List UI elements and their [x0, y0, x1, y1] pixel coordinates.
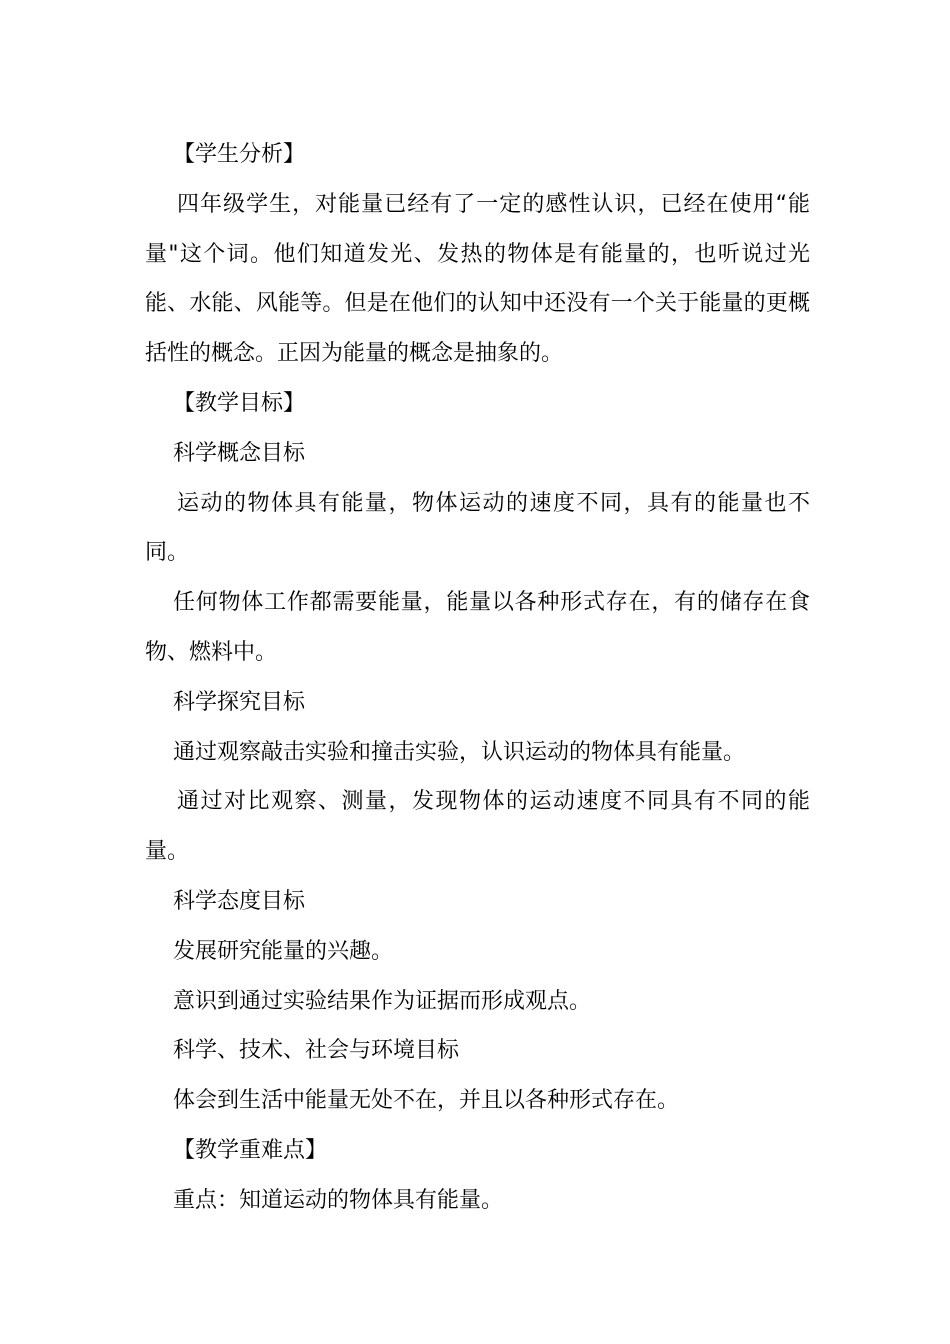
subheading-stse-goals: 科学、技术、社会与环境目标	[173, 1038, 460, 1064]
paragraph-key-point: 重点：知道运动的物体具有能量。	[173, 1187, 504, 1213]
subheading-science-attitude-goals: 科学态度目标	[173, 888, 306, 914]
section-heading-key-points: 【教学重难点】	[173, 1137, 328, 1163]
section-heading-teaching-goals: 【教学目标】	[173, 390, 306, 416]
paragraph-concept-goal-2: 任何物体工作都需要能量，能量以各种形式存在，有的储存在食物、燃料中。	[145, 590, 810, 665]
paragraph-concept-goal-1: 运动的物体具有能量，物体运动的速度不同，具有的能量也不同。	[145, 490, 810, 566]
document-body	[145, 130, 810, 1226]
paragraph-attitude-goal-1: 发展研究能量的兴趣。	[173, 938, 394, 964]
paragraph-inquiry-goal-2: 通过对比观察、测量，发现物体的运动速度不同具有不同的能量。	[145, 789, 810, 865]
paragraph-attitude-goal-2: 意识到通过实验结果作为证据而形成观点。	[173, 988, 592, 1014]
paragraph-inquiry-goal-1: 通过观察敲击实验和撞击实验，认识运动的物体具有能量。	[173, 739, 746, 765]
paragraph-student-analysis: 四年级学生，对能量已经有了一定的感性认识，已经在使用“能量"这个词。他们知道发光、发热的物体是有能量的，也听说过光能、水能、风能等。但是在他们的认知中还没有一个关于能量的更概括性的概念。正因为能量的概念是抽象的。	[145, 191, 810, 367]
subheading-science-concept-goals: 科学概念目标	[173, 440, 306, 466]
section-heading-student-analysis: 【学生分析】	[173, 142, 306, 167]
subheading-science-inquiry-goals: 科学探究目标	[173, 689, 306, 715]
paragraph-stse-goal-1: 体会到生活中能量无处不在，并且以各种形式存在。	[173, 1088, 680, 1114]
